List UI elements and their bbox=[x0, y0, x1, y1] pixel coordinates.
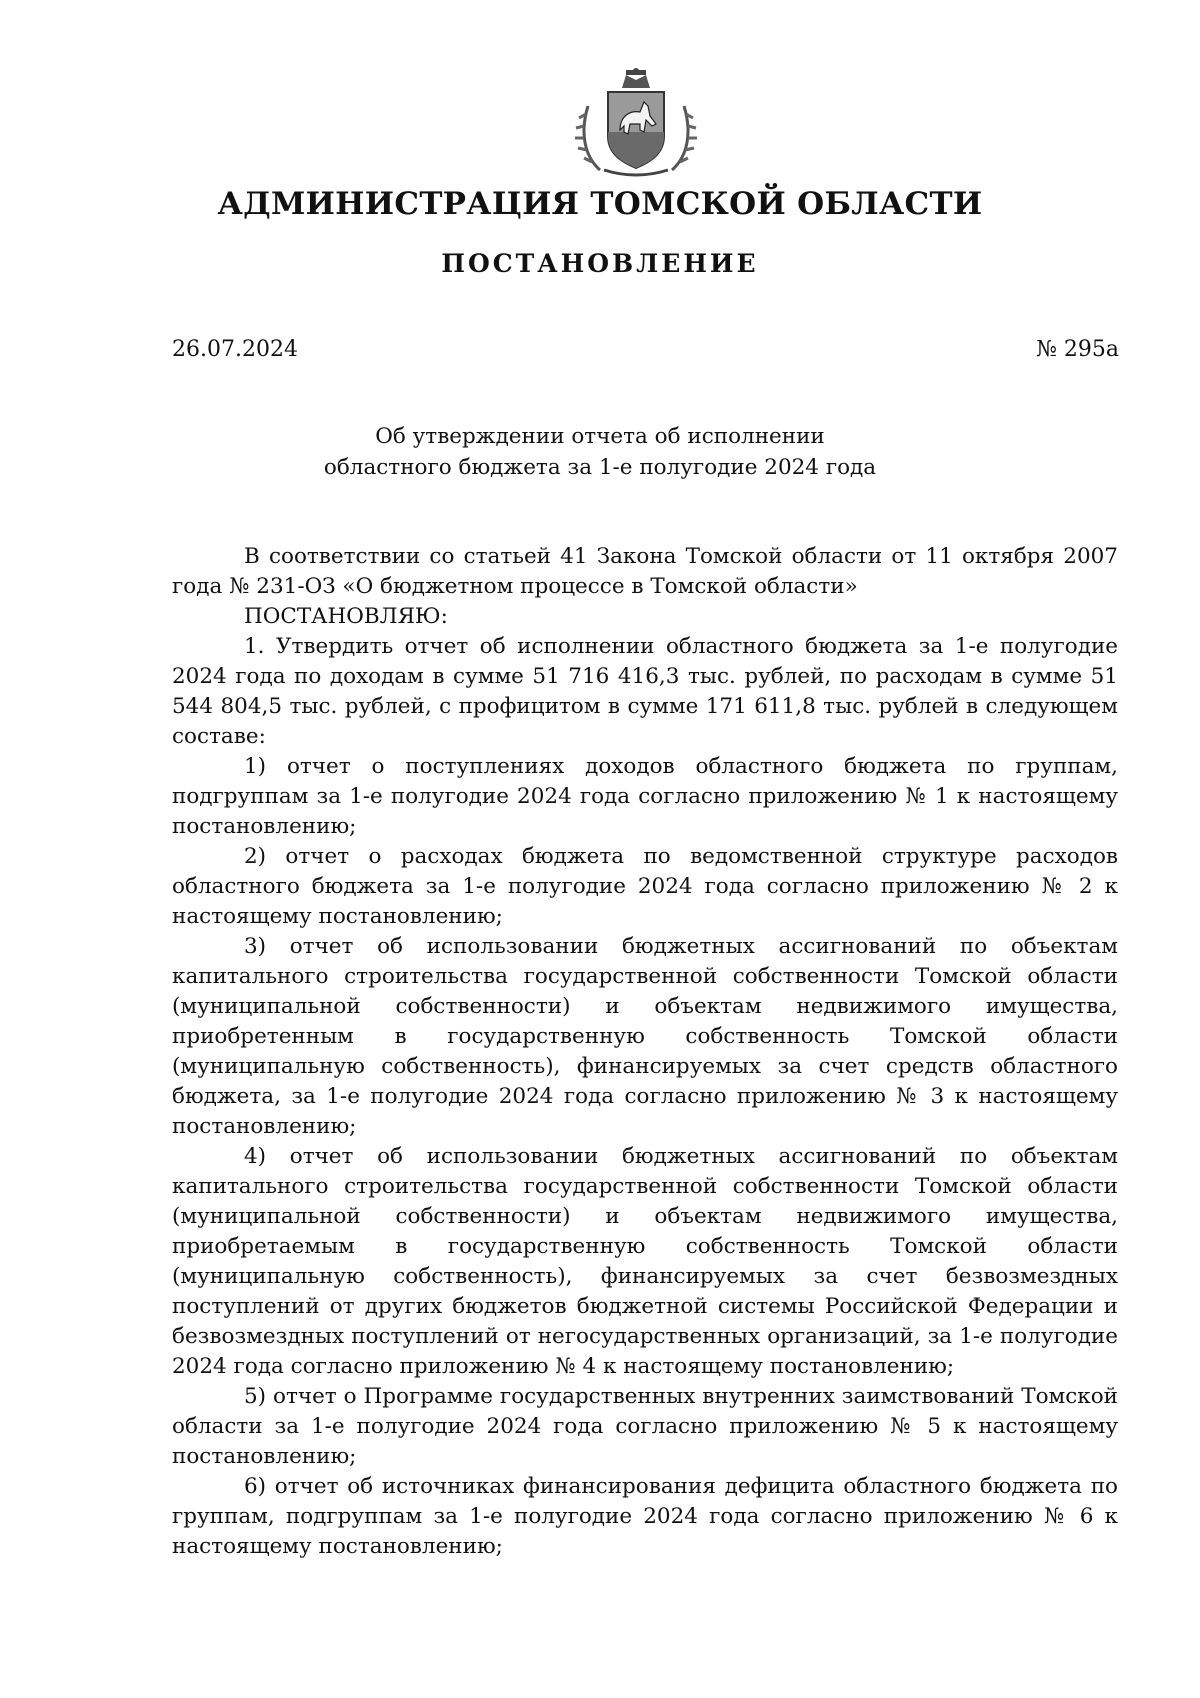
subject-line-1: Об утверждении отчета об исполнении bbox=[375, 424, 825, 449]
subclause-3-paragraph: 3) отчет об использовании бюджетных ассигнований по объектам капитального строительства государственной собственности Томской области (муниципальной собственности) и объектам недвижимого имущества, приобретенным в государственную собственность Томской области (муниципальную собственность), финансируемых за счет средств областного бюджета, за 1-е полугодие 2024 года согласно приложению № 3 к настоящему постановлению; bbox=[172, 934, 1118, 1139]
subject-line-2: областного бюджета за 1-е полугодие 2024 года bbox=[323, 455, 877, 480]
document-number: № 295а bbox=[1036, 337, 1119, 362]
preamble-paragraph: В соответствии со статьей 41 Закона Томской области от 11 октября 2007 года № 231-ОЗ «О бюджетном процессе в Томской области» bbox=[172, 544, 1118, 599]
subclause-2-paragraph: 2) отчет о расходах бюджета по ведомственной структуре расходов областного бюджета за 1-е полугодие 2024 года согласно приложению № 2 к настоящему постановлению; bbox=[172, 844, 1118, 929]
organization-title: АДМИНИСТРАЦИЯ ТОМСКОЙ ОБЛАСТИ bbox=[217, 186, 983, 222]
subclause-6-paragraph: 6) отчет об источниках финансирования дефицита областного бюджета по группам, подгруппам за 1-е полугодие 2024 года согласно приложению № 6 к настоящему постановлению; bbox=[172, 1474, 1118, 1559]
tomsk-oblast-coat-of-arms-icon bbox=[570, 66, 702, 182]
document-date: 26.07.2024 bbox=[172, 337, 298, 362]
document-body bbox=[172, 542, 1118, 1562]
subclause-5-paragraph: 5) отчет о Программе государственных внутренних заимствований Томской области за 1-е полугодие 2024 года согласно приложению № 5 к настоящему постановлению; bbox=[172, 1384, 1118, 1469]
document-type-title: ПОСТАНОВЛЕНИЕ bbox=[441, 249, 759, 278]
subclause-1-paragraph: 1) отчет о поступлениях доходов областного бюджета по группам, подгруппам за 1-е полугодие 2024 года согласно приложению № 1 к настоящему постановлению; bbox=[172, 754, 1118, 839]
decree-word: ПОСТАНОВЛЯЮ: bbox=[244, 604, 448, 629]
subclause-4-paragraph: 4) отчет об использовании бюджетных ассигнований по объектам капитального строительства государственной собственности Томской области (муниципальной собственности) и объектам недвижимого имущества, приобретаемым в государственную собственность Томской области (муниципальную собственность), финансируемых за счет безвозмездных поступлений от других бюджетов бюджетной системы Российской Федерации и безвозмездных поступлений от негосударственных организаций, за 1-е полугодие 2024 года согласно приложению № 4 к настоящему постановлению; bbox=[172, 1144, 1118, 1379]
clause-1-paragraph: 1. Утвердить отчет об исполнении областного бюджета за 1-е полугодие 2024 года по доходам в сумме 51 716 416,3 тыс. рублей, по расходам в сумме 51 544 804,5 тыс. рублей, с профицитом в сумме 171 611,8 тыс. рублей в следующем составе: bbox=[172, 634, 1118, 749]
document-subject bbox=[0, 421, 1200, 483]
